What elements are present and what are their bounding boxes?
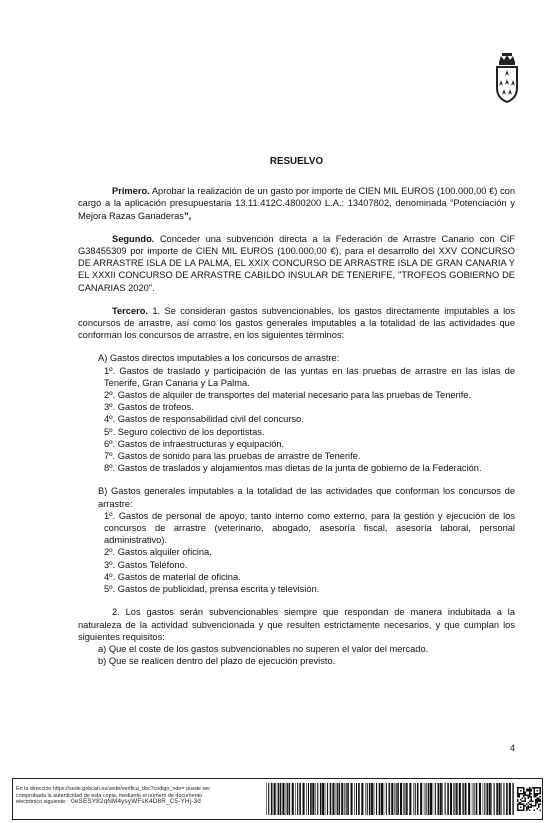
list-item: 2º. Gastos alquiler oficina. [104, 547, 212, 558]
verification-line-code [16, 799, 251, 806]
point-2-block [78, 606, 515, 667]
qr-code-image [517, 782, 541, 816]
list-item: 3º. Gastos Teléfono. [104, 559, 188, 570]
section-b-heading: B) Gastos generales imputables a la totalidad de las actividades que conforman los concursos de arrastre: [98, 486, 515, 509]
document-code: 0eSESY82qNM4ysyWFsK4D8R_C5-YHj-3d [71, 798, 201, 806]
requirement-item: a) Que el coste de los gastos subvencionables no superen el valor del mercado. [98, 643, 429, 654]
list-item: 5º. Seguro colectivo de los deportistas. [104, 426, 265, 437]
barcode-image [266, 783, 514, 815]
list-item: 3º. Gastos de trofeos. [104, 402, 194, 413]
list-item: 5º. Gastos de publicidad, prensa escrita y televisión. [104, 584, 320, 595]
page-number: 4 [510, 743, 516, 753]
paragraph-primero [78, 185, 515, 222]
section-title: RESUELVO [269, 156, 324, 167]
primero-text: Aprobar la realización de un gasto por importe de CIEN MIL EUROS (100.000,00 €) con cargo a la aplicación presupuestaria 13.11.412C.4800200 L.A.: 13407802, denominada “Potenciación y Mejora Razas Ganaderas [78, 186, 515, 221]
coat-of-arms-emblem [494, 52, 520, 104]
paragraph-tercero [78, 305, 515, 342]
tercero-label: Tercero. [112, 305, 148, 316]
tercero-text: 1. Se consideran gastos subvencionables, los gastos directamente imputables a los concursos de arrastre, así como los gastos generales imputables a la totalidad de las actividades que conforman los concursos de arrastre, en los siguientes términos: [78, 305, 515, 341]
primero-end: ”, [183, 210, 192, 221]
point-2-text: 2. Los gastos serán subvencionables siempre que respondan de manera indubitada a la naturaleza de la actividad subvencionada y que resulten estrictamente necesarios, y que cumplan los siguientes requisitos: [78, 607, 515, 642]
list-item: 4º. Gastos de material de oficina. [104, 571, 241, 582]
list-item: 1º. Gastos de personal de apoyo, tanto interno como externo, para la gestión y ejecución de los concursos de arrastre (veterinario, abogado, asesoría fiscal, asesoría laboral, personal administrativo). [104, 510, 515, 546]
verification-line: En la dirección https://sede.gobcan.es/sede/verifica_doc?codigo_nde= puede ser [16, 786, 211, 792]
requirement-item: b) Que se realicen dentro del plazo de ejecución previsto. [98, 656, 336, 667]
verification-line: comprobada la autenticidad de esta copia, mediante el número de documento [16, 792, 203, 799]
list-item: 1º. Gastos de traslado y participación de las yuntas en las pruebas de arrastre en las islas de Tenerife, Gran Canaria y La Palma. [104, 365, 515, 388]
section-b-list [78, 485, 515, 595]
list-item: 4º. Gastos de responsabilidad civil del concurso. [104, 414, 304, 425]
verification-footer [12, 778, 543, 820]
primero-label: Primero. [112, 186, 150, 197]
document-body [78, 156, 515, 678]
verification-text [16, 786, 251, 806]
section-a-list [78, 352, 515, 474]
section-a-heading: A) Gastos directos imputables a los concursos de arrastre: [98, 353, 340, 364]
paragraph-segundo [78, 233, 515, 294]
list-item: 6º. Gastos de infraestructuras y equipación. [104, 438, 285, 449]
segundo-text: Conceder una subvención directa a la Federación de Arrastre Canario con CIF G38455309 por importe de CIEN MIL EUROS (100.000,00 €), para el desarrollo del XXV CONCURSO DE ARRASTRE ISLA DE LA PALMA, EL XXIX CONCURSO DE ARRASTRE ISLA DE GRAN CANARIA Y EL XXXII CONCURSO DE ARRASTRE CABILDO INSULAR DE TENERIFE, "TROFEOS GOBIERNO DE CANARIAS 2020". [78, 233, 515, 293]
list-item: 7º. Gastos de sonido para las pruebas de arrastre de Tenerife. [104, 451, 361, 462]
list-item: 8º. Gastos de traslados y alojamientos mas dietas de la junta de gobierno de la Federación. [104, 463, 482, 474]
list-item: 2º. Gastos de alquiler de transportes del material necesario para las pruebas de Tenerife. [104, 390, 472, 401]
verification-prefix: electrónico siguiente: [16, 799, 67, 806]
segundo-label: Segundo. [112, 233, 155, 244]
